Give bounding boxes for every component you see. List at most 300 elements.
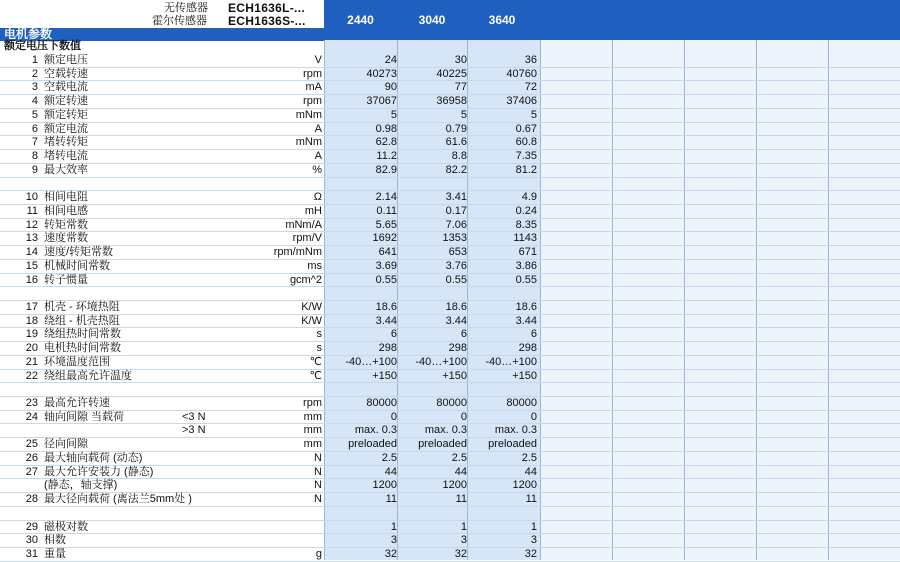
table-row — [0, 136, 540, 149]
row-condition — [182, 136, 222, 149]
row-value-3040: 1 — [460, 520, 467, 533]
row-value-3640: 44 — [524, 465, 537, 478]
row-number: 24 — [25, 410, 38, 423]
row-unit: ms — [307, 259, 322, 272]
row-unit: mNm — [295, 136, 322, 149]
row-value-2440: 6 — [390, 328, 397, 341]
row-condition — [182, 301, 222, 314]
row-value-2440: 0.98 — [375, 122, 397, 135]
row-number: 21 — [25, 355, 38, 368]
row-number: 20 — [25, 342, 38, 355]
row-condition — [182, 548, 222, 561]
row-value-2440: 2.14 — [375, 191, 397, 204]
label-no-sensor: 无传感器 — [164, 2, 208, 14]
row-unit: rpm — [303, 67, 322, 80]
row-value-3040: 2.5 — [451, 451, 467, 464]
row-parameter-name: 相数 — [44, 534, 66, 547]
row-value-2440: 298 — [378, 342, 397, 355]
table-row — [0, 205, 540, 218]
row-parameter-name: 额定转速 — [44, 95, 88, 108]
row-value-2440: 11 — [385, 493, 397, 505]
row-number: 7 — [31, 136, 38, 149]
row-condition — [182, 274, 222, 287]
row-parameter-name: 环境温度范围 — [44, 355, 110, 368]
row-value-2440: 90 — [384, 81, 397, 94]
row-value-3040: 0.79 — [445, 122, 467, 135]
row-number: 15 — [25, 259, 38, 272]
row-value-3040: 80000 — [436, 397, 467, 409]
table-row — [0, 274, 540, 287]
row-condition: >3 N — [182, 424, 206, 437]
row-condition — [182, 287, 222, 300]
column-divider — [612, 0, 613, 560]
row-number: 12 — [25, 218, 38, 231]
row-number: 3 — [31, 81, 38, 94]
row-value-3040: 6 — [460, 328, 467, 341]
row-value-3640: 1 — [530, 520, 537, 533]
row-value-3040: 3.41 — [445, 191, 467, 204]
row-unit: N — [314, 465, 322, 478]
section-title: 电机参数 — [4, 27, 53, 41]
row-value-3640: 2.5 — [521, 451, 537, 464]
row-parameter-name: 额定电压 — [44, 54, 88, 66]
row-number: 1 — [31, 54, 38, 66]
row-parameter-name: 机械时间常数 — [44, 259, 110, 272]
row-value-3040: 18.6 — [445, 301, 467, 313]
row-unit: mNm — [295, 108, 322, 121]
row-value-3040: 3.76 — [445, 259, 467, 272]
row-unit: mm — [303, 410, 322, 423]
row-parameter-name: 重量 — [44, 547, 66, 560]
row-number: 13 — [25, 232, 38, 245]
row-value-3640: 37406 — [506, 95, 537, 108]
row-value-3640 — [467, 287, 537, 300]
table-row — [0, 54, 540, 67]
row-value-2440: 62.8 — [375, 136, 397, 149]
row-unit: mA — [305, 81, 322, 94]
row-value-3040: +150 — [442, 369, 467, 382]
row-value-2440: 2.5 — [381, 451, 397, 464]
row-condition — [182, 219, 222, 232]
row-parameter-name — [44, 424, 254, 437]
row-number: 2 — [31, 67, 38, 80]
row-number: 29 — [25, 520, 38, 533]
row-number — [0, 383, 38, 396]
table-row — [0, 260, 540, 273]
row-value-2440: 3.69 — [375, 259, 397, 272]
row-value-2440: 37067 — [366, 95, 397, 108]
row-value-3640: 18.6 — [515, 301, 537, 313]
column-divider — [828, 0, 829, 560]
row-condition — [182, 150, 222, 163]
row-condition — [182, 534, 222, 547]
row-divider — [0, 561, 900, 562]
table-row — [0, 315, 540, 328]
row-value-3640: 80000 — [506, 397, 537, 409]
row-value-2440: 0 — [390, 410, 397, 423]
row-parameter-name: 机壳 - 环境热阻 — [44, 301, 120, 313]
row-value-3040: 298 — [448, 342, 467, 355]
row-value-3040: max. 0.3 — [424, 424, 467, 437]
row-value-3640 — [467, 178, 537, 191]
row-parameter-name: 电机热时间常数 — [44, 342, 121, 355]
row-condition: <3 N — [182, 410, 206, 423]
row-condition — [182, 493, 222, 506]
row-condition — [182, 452, 222, 465]
row-value-2440: max. 0.3 — [354, 424, 397, 437]
row-parameter-name: 最大允许安装力 (静态) — [44, 465, 154, 478]
row-number: 17 — [25, 301, 38, 313]
row-value-3040: 11 — [455, 493, 467, 505]
row-number — [0, 287, 38, 300]
row-parameter-name: 相间电阻 — [44, 191, 88, 204]
row-condition — [182, 191, 222, 204]
table-row — [0, 232, 540, 245]
table-row — [0, 178, 540, 191]
row-value-3640: 36 — [524, 54, 537, 66]
row-number: 30 — [25, 534, 38, 547]
row-value-2440: 1692 — [372, 232, 397, 245]
model-no-sensor: ECH1636L-... — [228, 1, 305, 15]
row-parameter-name — [44, 507, 254, 520]
row-value-3640: 3 — [530, 534, 537, 547]
table-row — [0, 383, 540, 396]
row-value-3640: 0 — [530, 410, 537, 423]
row-value-2440 — [324, 507, 397, 520]
row-value-3040: -40…+100 — [415, 355, 467, 368]
row-value-3640: 298 — [518, 342, 537, 355]
row-value-2440: 5 — [390, 108, 397, 121]
row-value-2440: 11.2 — [376, 150, 397, 162]
row-parameter-name: 绕组 - 机壳热阻 — [44, 314, 120, 327]
row-value-3040 — [397, 383, 467, 396]
row-value-3640 — [467, 383, 537, 396]
row-parameter-name: 转矩常数 — [44, 218, 88, 231]
row-value-3040: 61.6 — [445, 136, 467, 149]
row-parameter-name: 转子惯量 — [44, 273, 88, 286]
row-unit: N — [314, 479, 322, 492]
row-condition — [182, 370, 222, 383]
row-value-3040: 1353 — [442, 232, 467, 245]
row-value-2440: 24 — [384, 54, 397, 66]
row-value-3640: 671 — [518, 246, 537, 259]
row-number: 4 — [31, 95, 38, 108]
row-parameter-name: 最大效率 — [44, 163, 88, 176]
row-parameter-name: 相间电感 — [44, 204, 88, 217]
model-hall-sensor: ECH1636S-... — [228, 14, 306, 28]
table-row — [0, 534, 540, 547]
row-value-2440: 32 — [384, 547, 397, 560]
table-row — [0, 397, 540, 410]
row-value-3640: 7.35 — [515, 150, 537, 162]
row-unit — [230, 507, 322, 520]
row-number: 9 — [31, 163, 38, 176]
row-value-3040 — [397, 178, 467, 191]
row-value-2440: 1200 — [372, 479, 397, 492]
row-unit: V — [314, 54, 322, 66]
row-value-3040: 1200 — [442, 479, 467, 492]
row-unit: gcm^2 — [289, 273, 322, 286]
table-row — [0, 109, 540, 122]
row-value-3640: 4.9 — [521, 191, 537, 204]
row-parameter-name: 绕组最高允许温度 — [44, 369, 132, 382]
row-number — [0, 479, 38, 492]
row-condition — [182, 109, 222, 122]
row-unit: mNm/A — [285, 218, 322, 231]
table-row — [0, 507, 540, 520]
row-value-2440: +150 — [372, 369, 397, 382]
row-value-3640: max. 0.3 — [494, 424, 537, 437]
row-unit — [230, 287, 322, 300]
table-row — [0, 287, 540, 300]
row-value-3040: 32 — [454, 547, 467, 560]
row-condition — [182, 383, 222, 396]
row-value-3640: preloaded — [488, 438, 537, 451]
row-unit: s — [316, 342, 322, 355]
column-header-1: 3040 — [418, 13, 446, 27]
row-parameter-name: 堵转电流 — [44, 150, 88, 162]
row-value-3640 — [467, 507, 537, 520]
row-value-3640: 0.67 — [515, 122, 537, 135]
row-number: 23 — [25, 397, 38, 409]
row-parameter-name: 径向间隙 — [44, 438, 88, 451]
row-value-2440: 82.9 — [375, 163, 397, 176]
row-parameter-name: 轴向间隙 当载荷 — [44, 410, 125, 423]
row-value-3640: 8.35 — [515, 218, 537, 231]
row-value-3640: 40760 — [506, 67, 537, 80]
row-parameter-name: 空载电流 — [44, 81, 88, 94]
row-number: 11 — [26, 204, 38, 217]
table-row — [0, 521, 540, 534]
row-condition — [182, 81, 222, 94]
row-value-3640: 3.44 — [515, 314, 537, 327]
row-value-3640: -40…+100 — [485, 355, 537, 368]
row-value-2440: 3.44 — [375, 314, 397, 327]
row-value-3040: 7.06 — [445, 218, 467, 231]
row-unit: A — [314, 122, 322, 135]
row-parameter-name: 堵转转矩 — [44, 136, 88, 149]
section-subtitle: 额定电压下数值 — [4, 40, 81, 52]
row-value-3640: 11 — [525, 493, 537, 505]
row-number: 8 — [31, 150, 38, 162]
table-row — [0, 95, 540, 108]
column-header-0: 2440 — [347, 13, 374, 27]
row-number: 6 — [31, 122, 38, 135]
row-unit — [230, 521, 322, 534]
row-parameter-name: 额定电流 — [44, 122, 88, 135]
table-row — [0, 301, 540, 314]
row-value-3040: 0 — [460, 410, 467, 423]
table-row — [0, 164, 540, 177]
row-value-3040: 36958 — [436, 95, 467, 108]
row-value-3640: 0.55 — [515, 273, 537, 286]
row-parameter-name: 最大轴向载荷 (动态) — [44, 451, 143, 464]
row-unit: % — [312, 163, 322, 176]
row-unit: rpm/mNm — [273, 246, 322, 259]
row-value-3040: 653 — [448, 246, 467, 259]
row-parameter-name: 最高允许转速 — [44, 397, 110, 409]
row-value-3040: 3 — [460, 534, 467, 547]
row-parameter-name: 空载转速 — [44, 67, 88, 80]
row-condition — [182, 328, 222, 341]
table-row — [0, 356, 540, 369]
row-number: 31 — [25, 547, 38, 560]
row-number: 16 — [25, 273, 38, 286]
row-unit: K/W — [301, 301, 322, 313]
row-number: 25 — [25, 438, 38, 451]
row-value-2440 — [324, 383, 397, 396]
table-row — [0, 424, 540, 437]
row-value-3640: 5 — [530, 108, 537, 121]
row-value-2440: preloaded — [348, 438, 397, 451]
row-number: 26 — [25, 451, 38, 464]
row-value-2440: 5.65 — [375, 218, 397, 231]
row-unit: ℃ — [309, 355, 322, 368]
row-value-3040: 77 — [454, 81, 467, 94]
row-condition — [182, 356, 222, 369]
row-parameter-name — [44, 178, 254, 191]
table-row — [0, 438, 540, 451]
column-header-2: 3640 — [488, 13, 516, 27]
row-condition — [182, 232, 222, 245]
row-value-3040 — [397, 507, 467, 520]
row-number — [0, 424, 38, 437]
row-value-3040: 3.44 — [445, 314, 467, 327]
row-number: 18 — [25, 314, 38, 327]
row-parameter-name: 磁极对数 — [44, 520, 88, 533]
row-value-3040: 0.17 — [445, 204, 467, 217]
row-number: 22 — [25, 369, 38, 382]
row-parameter-name: 额定转矩 — [44, 108, 88, 121]
row-parameter-name: 绕组热时间常数 — [44, 328, 121, 341]
row-value-2440 — [324, 287, 397, 300]
row-condition — [182, 315, 222, 328]
row-condition — [182, 397, 222, 410]
row-unit: N — [314, 451, 322, 464]
row-parameter-name: 速度/转矩常数 — [44, 246, 114, 259]
row-value-3640: 60.8 — [515, 136, 537, 149]
row-condition — [182, 123, 222, 136]
table-row — [0, 411, 540, 424]
row-unit: mm — [303, 424, 322, 437]
row-value-2440: 80000 — [366, 397, 397, 409]
row-unit — [230, 534, 322, 547]
row-condition — [182, 205, 222, 218]
row-number — [0, 507, 38, 520]
row-condition — [182, 54, 222, 67]
row-value-3040: 40225 — [436, 67, 467, 80]
row-unit — [230, 383, 322, 396]
row-value-2440: 1 — [390, 520, 397, 533]
label-hall-sensor: 霍尔传感器 — [152, 15, 207, 27]
row-condition — [182, 95, 222, 108]
row-condition — [182, 260, 222, 273]
row-condition — [182, 178, 222, 191]
table-row — [0, 370, 540, 383]
column-divider — [684, 0, 685, 560]
row-value-2440: 18.6 — [375, 301, 397, 313]
row-condition — [182, 164, 222, 177]
row-value-3640: 1200 — [512, 479, 537, 492]
table-row — [0, 328, 540, 341]
table-row — [0, 191, 540, 204]
table-row — [0, 68, 540, 81]
row-value-3640: 32 — [524, 547, 537, 560]
row-unit: ℃ — [309, 369, 322, 382]
table-row — [0, 479, 540, 492]
row-parameter-name: 速度常数 — [44, 232, 88, 245]
row-number — [0, 178, 38, 191]
row-unit: N — [314, 493, 322, 505]
row-value-2440: 0.11 — [376, 204, 397, 217]
row-unit: A — [314, 150, 322, 162]
row-unit: rpm — [303, 95, 322, 108]
column-divider — [540, 0, 541, 560]
row-unit: s — [316, 328, 322, 341]
row-parameter-name: 最大径向载荷 (离法兰5mm处 ) — [44, 493, 192, 505]
table-row — [0, 123, 540, 136]
table-row — [0, 150, 540, 163]
row-condition — [182, 342, 222, 355]
row-unit: mm — [303, 438, 322, 451]
row-number: 14 — [25, 246, 38, 259]
row-number: 27 — [25, 465, 38, 478]
row-value-3040: 44 — [454, 465, 467, 478]
table-row — [0, 452, 540, 465]
row-value-3640: 1143 — [513, 232, 537, 245]
row-condition — [182, 68, 222, 81]
row-condition — [182, 479, 222, 492]
row-number: 5 — [31, 108, 38, 121]
row-parameter-name — [44, 287, 254, 300]
table-row — [0, 219, 540, 232]
row-value-2440: 40273 — [366, 67, 397, 80]
row-parameter-name — [44, 383, 254, 396]
table-row — [0, 342, 540, 355]
row-number: 19 — [25, 328, 38, 341]
row-condition — [182, 466, 222, 479]
row-value-3640: +150 — [512, 369, 537, 382]
row-unit — [230, 178, 322, 191]
row-value-2440: -40…+100 — [345, 355, 397, 368]
row-unit: Ω — [313, 191, 322, 204]
row-value-3040: 0.55 — [445, 273, 467, 286]
table-row — [0, 493, 540, 506]
row-condition — [182, 521, 222, 534]
row-condition — [182, 507, 222, 520]
row-value-2440: 0.55 — [375, 273, 397, 286]
row-unit: K/W — [301, 314, 322, 327]
row-unit: g — [315, 547, 322, 560]
row-unit: rpm/V — [292, 232, 322, 245]
row-value-3040: 5 — [460, 108, 467, 121]
table-row — [0, 81, 540, 94]
row-value-2440: 44 — [384, 465, 397, 478]
row-value-3040: 8.8 — [451, 150, 467, 162]
row-value-3640: 0.24 — [515, 204, 537, 217]
row-value-2440: 641 — [378, 246, 397, 259]
row-value-3640: 6 — [530, 328, 537, 341]
row-condition — [182, 438, 222, 451]
column-divider — [756, 0, 757, 560]
table-row — [0, 466, 540, 479]
row-value-2440: 3 — [390, 534, 397, 547]
row-parameter-name: (静态，轴支撑) — [44, 479, 118, 492]
row-value-3040 — [397, 287, 467, 300]
row-value-3040: 30 — [454, 54, 467, 66]
row-value-3640: 72 — [524, 81, 537, 94]
row-unit: mH — [304, 204, 322, 217]
